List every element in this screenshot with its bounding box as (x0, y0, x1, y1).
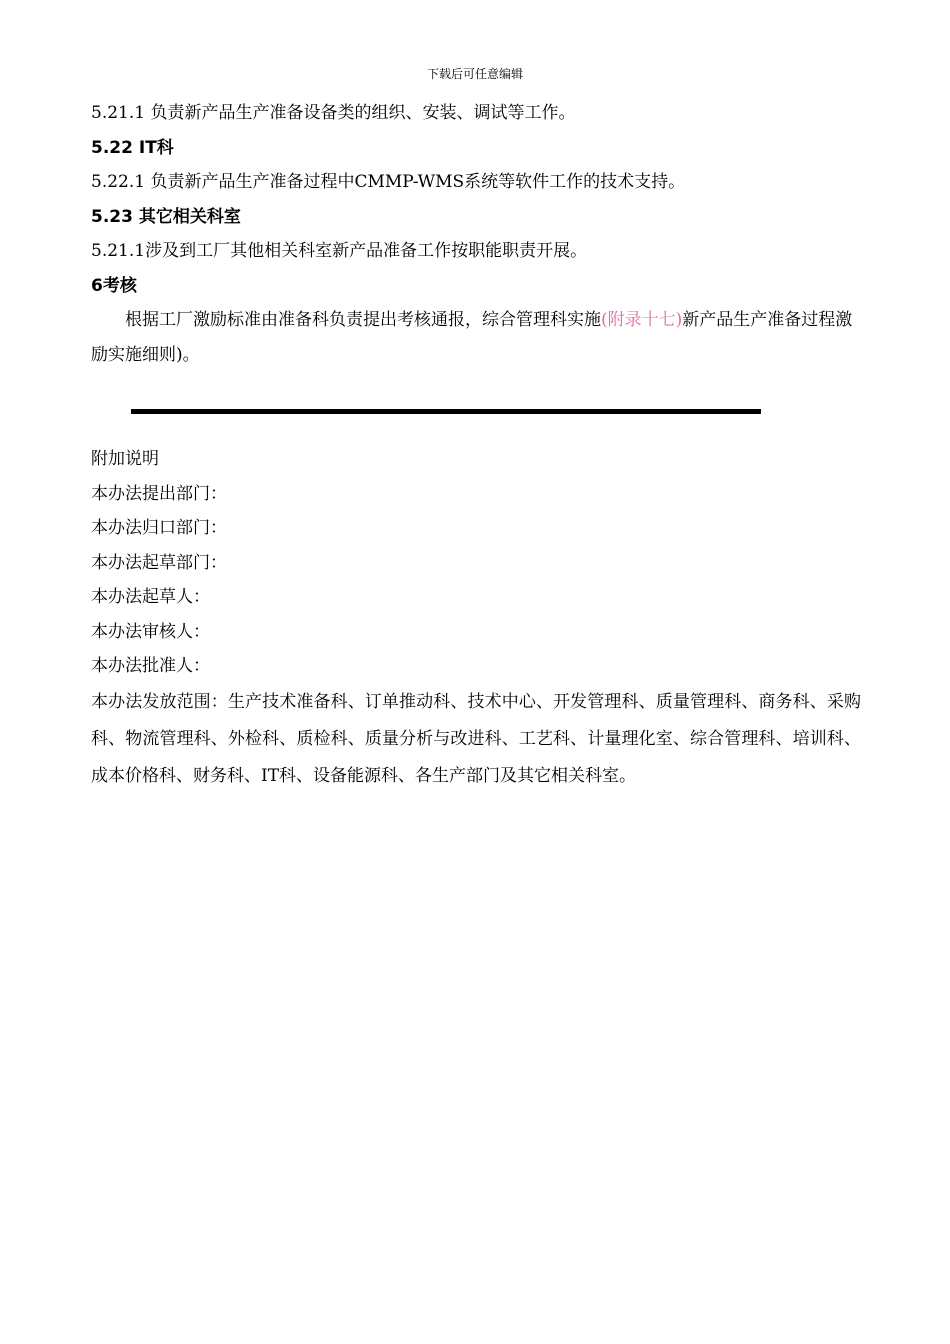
section-heading-5-22: 5.22 IT科 (91, 137, 174, 158)
proposing-dept-label: 本办法提出部门： (91, 483, 227, 504)
assessment-text-end: 新产品生产准备过程激励实施细则)。 (91, 310, 853, 365)
document-body (91, 96, 861, 373)
assessment-text-start: 根据工厂激励标准由准备科负责提出考核通报，综合管理科实施 (125, 310, 601, 330)
section-heading-5-23: 5.23 其它相关科室 (91, 206, 241, 227)
approver-label: 本办法批准人： (91, 656, 210, 676)
section-heading-6: 6考核 (91, 275, 137, 296)
distribution-scope: 本办法发放范围：生产技术准备科、订单推动科、技术中心、开发管理科、质量管理科、商务科、采购科、物流管理科、外检科、质检科、质量分析与改进科、工艺科、计量理化室、综合管理科、培训科、成本价格科、财务科、IT科、设备能源科、各生产部门及其它相关科室。 (91, 691, 861, 786)
clause-5-22-1: 5.22.1 负责新产品生产准备过程中CMMP-WMS系统等软件工作的技术支持。 (91, 172, 686, 192)
responsible-dept-label: 本办法归口部门： (91, 518, 227, 538)
assessment-paragraph (91, 303, 861, 373)
appendix-section (91, 442, 861, 795)
reviewer-label: 本办法审核人： (91, 621, 210, 642)
appendix-title: 附加说明 (91, 449, 159, 469)
clause-5-21-1: 5.21.1 负责新产品生产准备设备类的组织、安装、调试等工作。 (91, 103, 576, 123)
horizontal-divider (131, 409, 761, 414)
appendix-reference-link[interactable]: (附录十七) (601, 310, 683, 330)
page-header: 下载后可任意编辑 (426, 67, 523, 81)
drafter-label: 本办法起草人： (91, 587, 210, 607)
drafting-dept-label: 本办法起草部门： (91, 552, 227, 573)
clause-5-23-1: 5.21.1涉及到工厂其他相关科室新产品准备工作按职能职责开展。 (91, 241, 588, 261)
